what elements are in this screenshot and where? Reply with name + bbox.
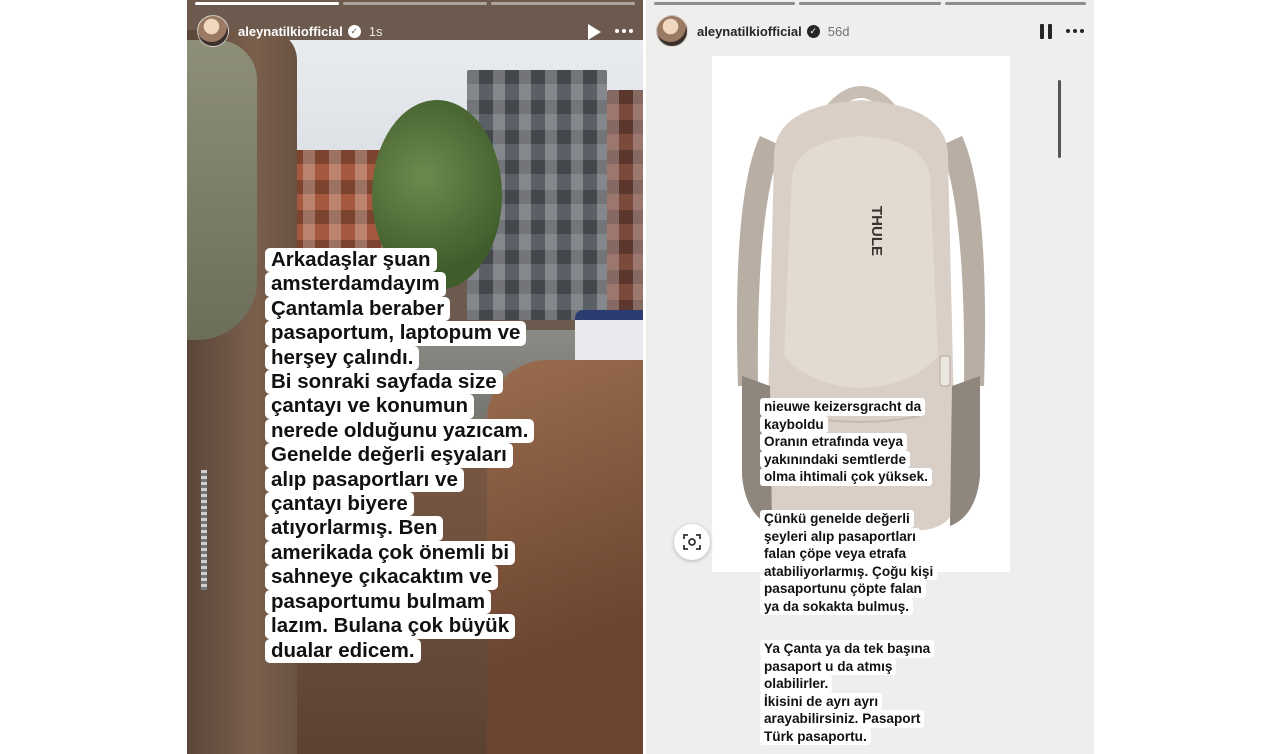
caption-line: pasaportunu çöpte falan [760,580,926,598]
story-progress [654,2,1086,5]
caption-line: amerikada çok önemli bi [265,541,515,565]
caption-line: olabilirler. [760,675,832,693]
caption-line: çantayı biyere [265,492,414,516]
more-options-button[interactable] [615,23,633,39]
story-time: 1s [368,23,383,39]
story-caption [265,248,643,663]
scarf [187,40,257,340]
caption-line: alıp pasaportları ve [265,468,464,492]
caption-line: Çünkü genelde değerli [760,510,914,528]
more-options-icon [615,23,633,39]
more-options-button[interactable] [1066,23,1084,39]
story-left[interactable] [187,0,643,754]
caption-line: yakınındaki semtlerde [760,451,910,469]
username[interactable]: aleynatilkiofficial [238,23,343,39]
caption-line: Arkadaşlar şuan [265,248,437,272]
progress-segment [799,2,940,5]
caption-line: lazım. Bulana çok büyük [265,614,515,638]
progress-segment [195,2,339,5]
caption-line: sahneye çıkacaktım ve [265,565,498,589]
caption-line: Çantamla beraber [265,297,450,321]
caption-line: nieuwe keizersgracht da [760,398,925,416]
caption-line: nerede olduğunu yazıcam. [265,419,534,443]
pause-button[interactable] [1040,24,1052,39]
caption-line: İkisini de ayrı ayrı [760,693,882,711]
verified-badge-icon: ✓ [348,25,361,38]
story-header [197,14,633,48]
caption-line: pasaport u da atmış [760,658,896,676]
story-right[interactable] [646,0,1094,754]
visual-search-icon [682,532,702,552]
caption-line: dualar edicem. [265,639,421,663]
play-icon [588,24,601,40]
caption-line: olma ihtimali çok yüksek. [760,468,932,486]
caption-line: çantayı ve konumun [265,394,474,418]
story-caption-2 [760,510,1000,615]
caption-line: atabiliyorlarmış. Çoğu kişi [760,563,937,581]
product-image-card [712,56,1010,572]
backpack-image [712,56,1010,572]
caption-line: Bi sonraki sayfada size [265,370,503,394]
username[interactable]: aleynatilkiofficial [697,23,802,39]
scrollbar[interactable] [1058,80,1061,158]
caption-line: falan çöpe veya etrafa [760,545,910,563]
caption-line: herşey çalındı. [265,346,419,370]
caption-line: arayabilirsiniz. Pasaport [760,710,924,728]
progress-segment [945,2,1086,5]
caption-line: pasaportum, laptopum ve [265,321,526,345]
progress-segment [654,2,795,5]
caption-line: ya da sokakta bulmuş. [760,598,913,616]
progress-segment [491,2,635,5]
more-options-icon [1066,23,1084,39]
caption-line: amsterdamdayım [265,272,446,296]
zipper [201,470,207,590]
caption-line: Oranın etrafında veya [760,433,907,451]
story-progress [195,2,635,5]
caption-line: şeyleri alıp pasaportları [760,528,920,546]
caption-line: pasaportumu bulmam [265,590,491,614]
caption-line: Genelde değerli eşyaları [265,443,513,467]
visual-search-button[interactable] [674,524,710,560]
avatar[interactable] [656,15,688,47]
avatar[interactable] [197,15,229,47]
caption-line: atıyorlarmış. Ben [265,516,443,540]
brand-label: THULE [868,206,885,256]
caption-line: kayboldu [760,416,828,434]
story-header [656,14,1084,48]
play-button[interactable] [588,22,601,40]
caption-line: Ya Çanta ya da tek başına [760,640,934,658]
pause-icon [1040,24,1052,39]
caption-line: Türk pasaportu. [760,728,871,746]
progress-segment [343,2,487,5]
story-time: 56d [827,23,850,39]
story-caption-1 [760,398,1000,486]
story-caption-3 [760,640,1000,745]
verified-badge-icon: ✓ [807,25,820,38]
